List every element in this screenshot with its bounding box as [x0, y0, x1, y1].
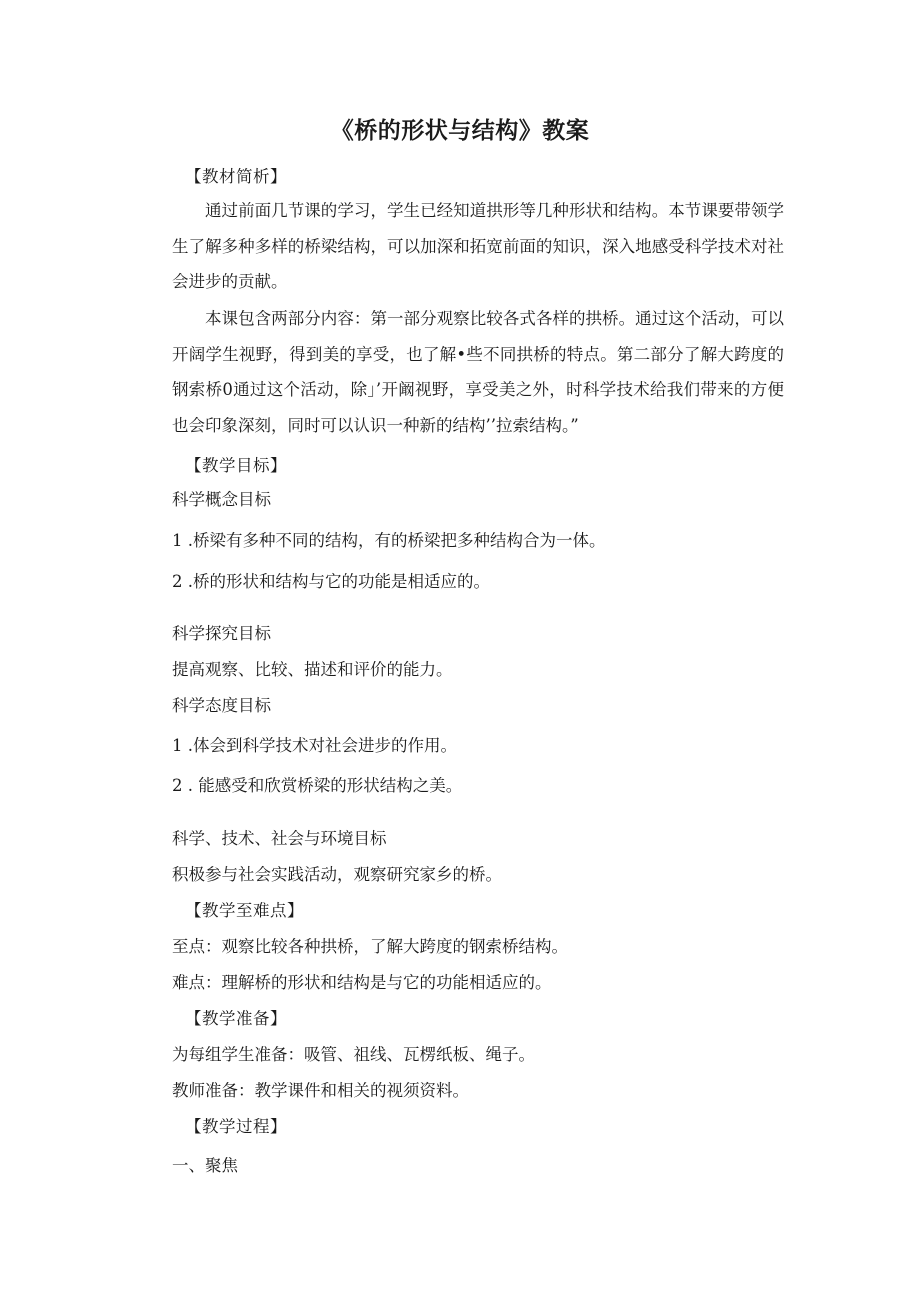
process-step-1: 一、聚焦	[172, 1156, 238, 1175]
heading-analysis: 【教材简析】	[185, 167, 287, 186]
heading-keypoints: 【教学至难点】	[185, 901, 304, 920]
prep-teacher: 教师准备：教学课件和相关的视须资料。	[172, 1081, 469, 1100]
difficult-point: 难点：理解桥的形状和结构是与它的功能相适应的。	[172, 973, 552, 992]
key-point: 至点：观察比较各种拱桥，了解大跨度的钢索桥结构。	[172, 937, 568, 956]
heading-goals: 【教学目标】	[185, 456, 287, 475]
stse-goal-title: 科学、技术、社会与环境目标	[172, 829, 387, 848]
paragraph-analysis-2: 本课包含两部分内容：第一部分观察比较各式各样的拱桥。通过这个活动，可以开阔学生视野，得到美的享受，也了解•些不同拱桥的特点。第二部分了解大跨度的钢索桥0通过这个活动，除」’开阚视野，享受美之外，时科学技术给我们带来的方便也会印象深刻，同时可以认识一种新的结构’’拉索结构。”	[172, 309, 784, 435]
concept-goal-2: 2 .桥的形状和结构与它的功能是相适应的。	[172, 572, 490, 591]
inquiry-goal-title: 科学探究目标	[172, 624, 271, 643]
document-title: 《桥的形状与结构》教案	[330, 118, 590, 144]
inquiry-goal-1: 提高观察、比较、描述和评价的能力。	[172, 660, 453, 679]
attitude-goal-title: 科学态度目标	[172, 696, 271, 715]
paragraph-analysis-1: 通过前面几节课的学习，学生已经知道拱形等几种形状和结构。本节课要带领学生了解多种多样的桥梁结构，可以加深和拓宽前面的知识，深入地感受科学技术对社会进步的贡献。	[172, 201, 784, 291]
heading-preparation: 【教学准备】	[185, 1009, 287, 1028]
concept-goal-title: 科学概念目标	[172, 490, 271, 509]
heading-process: 【教学过程】	[185, 1117, 287, 1136]
attitude-goal-1: 1 .体会到科学技术对社会进步的作用。	[172, 736, 457, 755]
concept-goal-1: 1 .桥梁有多种不同的结构，有的桥梁把多种结构合为一体。	[172, 531, 606, 550]
prep-students: 为每组学生准备：吸管、祖线、瓦楞纸板、绳子。	[172, 1045, 535, 1064]
attitude-goal-2: 2 . 能感受和欣赏桥梁的形状结构之美。	[172, 776, 463, 795]
stse-goal-1: 积极参与社会实践活动，观察研究家乡的桥。	[172, 865, 502, 884]
